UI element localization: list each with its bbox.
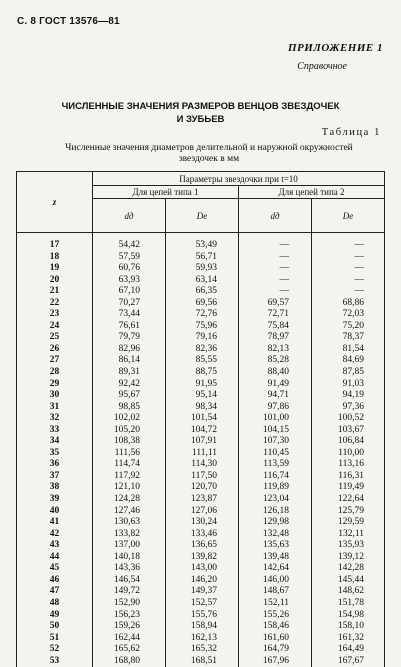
dd-type1-cell: 105,20 <box>93 425 166 437</box>
dd-type1-cell: 57,59 <box>93 252 166 264</box>
de-type1-cell: 139,82 <box>166 552 239 564</box>
de-type1-cell: 104,72 <box>166 425 239 437</box>
de-type1-cell: 75,96 <box>166 321 239 333</box>
dd-type1-cell: 73,44 <box>93 309 166 321</box>
de-type2-cell: 94,19 <box>312 390 385 402</box>
dd-type1-cell: 95,67 <box>93 390 166 402</box>
table-row <box>17 563 385 575</box>
dd-type1-cell: 168,80 <box>93 656 166 667</box>
de-type1-cell: 95,14 <box>166 390 239 402</box>
dd-type2-cell: 91,49 <box>239 379 312 391</box>
z-cell: 38 <box>17 482 93 494</box>
de-type1-cell: 130,24 <box>166 517 239 529</box>
dd-type1-cell: 133,82 <box>93 529 166 541</box>
de-type1-cell: 85,55 <box>166 355 239 367</box>
z-cell: 53 <box>17 656 93 667</box>
de-type1-cell: 152,57 <box>166 598 239 610</box>
de-type2-cell: 75,20 <box>312 321 385 333</box>
de-type1-cell: 98,34 <box>166 402 239 414</box>
dd-type1-cell: 92,42 <box>93 379 166 391</box>
params-header: Параметры звездочки при t=10 <box>93 172 385 186</box>
dd-type2-cell: 164,79 <box>239 644 312 656</box>
table-row <box>17 367 385 379</box>
dd-type2-cell: 82,13 <box>239 344 312 356</box>
table-row <box>17 390 385 402</box>
table-row <box>17 656 385 667</box>
z-cell: 50 <box>17 621 93 633</box>
appendix-subtitle: Справочное <box>297 61 347 72</box>
de-type2-cell: — <box>312 233 385 252</box>
de-type2-cell: 119,49 <box>312 482 385 494</box>
de-type1-cell: 56,71 <box>166 252 239 264</box>
table-row <box>17 436 385 448</box>
dd-type2-cell: 123,04 <box>239 494 312 506</box>
de-type2-cell: 106,84 <box>312 436 385 448</box>
dd-type1-cell: 140,18 <box>93 552 166 564</box>
z-cell: 35 <box>17 448 93 460</box>
de-type2-cell: 135,93 <box>312 540 385 552</box>
dd-type2-cell: — <box>239 263 312 275</box>
de-type2-cell: 151,78 <box>312 598 385 610</box>
z-cell: 22 <box>17 298 93 310</box>
z-cell: 29 <box>17 379 93 391</box>
dd-type2-cell: 78,97 <box>239 332 312 344</box>
dd-type1-cell: 108,38 <box>93 436 166 448</box>
dd-type1-cell: 127,46 <box>93 506 166 518</box>
de-type1-cell: 79,16 <box>166 332 239 344</box>
dd-type2-cell: 104,15 <box>239 425 312 437</box>
z-cell: 25 <box>17 332 93 344</box>
z-cell: 33 <box>17 425 93 437</box>
de-type1-cell: 162,13 <box>166 633 239 645</box>
table-row <box>17 344 385 356</box>
dd-type2-cell: — <box>239 252 312 264</box>
dd-type1-cell: 130,63 <box>93 517 166 529</box>
de-type1-cell: 63,14 <box>166 275 239 287</box>
de-type1-cell: 111,11 <box>166 448 239 460</box>
z-cell: 18 <box>17 252 93 264</box>
dd-type1-cell: 98,85 <box>93 402 166 414</box>
de-type2-cell: 167,67 <box>312 656 385 667</box>
de-type1-cell: 107,91 <box>166 436 239 448</box>
table-row <box>17 298 385 310</box>
z-cell: 20 <box>17 275 93 287</box>
de-type2-cell: 68,86 <box>312 298 385 310</box>
table-row <box>17 621 385 633</box>
table-row <box>17 275 385 287</box>
table-row <box>17 402 385 414</box>
de-type1-cell: 120,70 <box>166 482 239 494</box>
z-cell: 27 <box>17 355 93 367</box>
de-type2-cell: 81,54 <box>312 344 385 356</box>
dd-type2-cell: 119,89 <box>239 482 312 494</box>
chain-type1-header: Для цепей типа 1 <box>93 186 239 199</box>
dd-type2-cell: 97,86 <box>239 402 312 414</box>
z-cell: 17 <box>17 233 93 252</box>
table-label: Таблица 1 <box>322 127 381 138</box>
table-row <box>17 610 385 622</box>
dd-type2-cell: 107,30 <box>239 436 312 448</box>
de-type1-cell: 91,95 <box>166 379 239 391</box>
dd-type1-cell: 149,72 <box>93 586 166 598</box>
dd-type1-cell: 67,10 <box>93 286 166 298</box>
table-row <box>17 633 385 645</box>
dd-type2-cell: 85,28 <box>239 355 312 367</box>
z-cell: 31 <box>17 402 93 414</box>
section-title-line2: И ЗУБЬЕВ <box>0 113 401 126</box>
dd-type2-cell: 113,59 <box>239 459 312 471</box>
de-type1-cell: 133,46 <box>166 529 239 541</box>
table-row <box>17 448 385 460</box>
de-type2-cell: 110,00 <box>312 448 385 460</box>
dd-type1-cell: 89,31 <box>93 367 166 379</box>
table-row <box>17 332 385 344</box>
table-row <box>17 552 385 564</box>
de-type2-cell: 142,28 <box>312 563 385 575</box>
table-row <box>17 286 385 298</box>
dd-type1-cell: 156,23 <box>93 610 166 622</box>
dd-type2-cell: 152,11 <box>239 598 312 610</box>
dd-type2-cell: 161,60 <box>239 633 312 645</box>
de-type2-cell: 78,37 <box>312 332 385 344</box>
dd-type1-cell: 165,62 <box>93 644 166 656</box>
de-type1-cell: 146,20 <box>166 575 239 587</box>
dd-type2-cell: 146,00 <box>239 575 312 587</box>
z-cell: 44 <box>17 552 93 564</box>
de-type2-cell: 87,85 <box>312 367 385 379</box>
de-type2-cell: 154,98 <box>312 610 385 622</box>
table-caption <box>44 143 374 165</box>
dd-type2-cell: 110,45 <box>239 448 312 460</box>
dd-type1-cell: 162,44 <box>93 633 166 645</box>
dd-type2-cell: 158,46 <box>239 621 312 633</box>
z-cell: 48 <box>17 598 93 610</box>
dd-type1-cell: 111,56 <box>93 448 166 460</box>
de-type1-cell: 59,93 <box>166 263 239 275</box>
dd-type2-cell: 75,84 <box>239 321 312 333</box>
table-row <box>17 644 385 656</box>
de-type2-cell: 139,12 <box>312 552 385 564</box>
dd-type2-cell: 155,26 <box>239 610 312 622</box>
de-type2-cell: 125,79 <box>312 506 385 518</box>
de-type2-cell: 91,03 <box>312 379 385 391</box>
de-type2-cell: 84,69 <box>312 355 385 367</box>
z-cell: 36 <box>17 459 93 471</box>
z-cell: 43 <box>17 540 93 552</box>
table-row <box>17 494 385 506</box>
de-type1-cell: 165,32 <box>166 644 239 656</box>
dd-type1-cell: 114,74 <box>93 459 166 471</box>
dd-type1-cell: 82,96 <box>93 344 166 356</box>
dd-type2-cell: 139,48 <box>239 552 312 564</box>
section-title-line1: ЧИСЛЕННЫЕ ЗНАЧЕНИЯ РАЗМЕРОВ ВЕНЦОВ ЗВЕЗДОЧЕК <box>0 100 401 113</box>
de-type1-cell: 136,65 <box>166 540 239 552</box>
table-caption-line2: звездочек в мм <box>44 154 374 165</box>
de-type2-header: De <box>312 199 385 233</box>
z-cell: 45 <box>17 563 93 575</box>
de-type1-cell: 69,56 <box>166 298 239 310</box>
dd-type1-cell: 143,36 <box>93 563 166 575</box>
dd-type2-cell: 88,40 <box>239 367 312 379</box>
dd-type1-cell: 137,00 <box>93 540 166 552</box>
dd-type1-cell: 86,14 <box>93 355 166 367</box>
z-cell: 24 <box>17 321 93 333</box>
z-column-header: z <box>17 172 93 233</box>
table-row <box>17 482 385 494</box>
z-cell: 42 <box>17 529 93 541</box>
z-cell: 23 <box>17 309 93 321</box>
dd-type2-cell: 132,48 <box>239 529 312 541</box>
de-type2-cell: — <box>312 286 385 298</box>
dd-type2-cell: 135,63 <box>239 540 312 552</box>
dd-type1-cell: 121,10 <box>93 482 166 494</box>
dd-type2-header: dд <box>239 199 312 233</box>
dd-type1-cell: 76,61 <box>93 321 166 333</box>
dd-type2-cell: 126,18 <box>239 506 312 518</box>
dd-type2-cell: 116,74 <box>239 471 312 483</box>
de-type2-cell: — <box>312 252 385 264</box>
section-title <box>0 100 401 126</box>
page-reference: С. 8 ГОСТ 13576—81 <box>17 16 120 27</box>
de-type1-cell: 155,76 <box>166 610 239 622</box>
dd-type2-cell: 167,96 <box>239 656 312 667</box>
table-row <box>17 459 385 471</box>
dd-type1-cell: 152,90 <box>93 598 166 610</box>
de-type2-cell: 113,16 <box>312 459 385 471</box>
de-type1-cell: 143,00 <box>166 563 239 575</box>
z-cell: 51 <box>17 633 93 645</box>
dd-type2-cell: 129,98 <box>239 517 312 529</box>
de-type2-cell: 122,64 <box>312 494 385 506</box>
table-caption-line1: Численные значения диаметров делительной и наружной окружностей <box>44 143 374 154</box>
de-type1-cell: 117,50 <box>166 471 239 483</box>
dd-type2-cell: 101,00 <box>239 413 312 425</box>
de-type1-cell: 158,94 <box>166 621 239 633</box>
table-row <box>17 379 385 391</box>
dd-type2-cell: — <box>239 233 312 252</box>
z-cell: 34 <box>17 436 93 448</box>
table-row <box>17 413 385 425</box>
dd-type1-cell: 60,76 <box>93 263 166 275</box>
de-type1-cell: 66,35 <box>166 286 239 298</box>
z-cell: 41 <box>17 517 93 529</box>
z-cell: 30 <box>17 390 93 402</box>
de-type1-header: De <box>166 199 239 233</box>
z-cell: 39 <box>17 494 93 506</box>
diameters-table <box>16 171 385 667</box>
z-cell: 52 <box>17 644 93 656</box>
table-row <box>17 252 385 264</box>
de-type2-cell: 145,44 <box>312 575 385 587</box>
de-type2-cell: — <box>312 263 385 275</box>
table-row <box>17 355 385 367</box>
table-row <box>17 471 385 483</box>
z-cell: 37 <box>17 471 93 483</box>
de-type2-cell: 103,67 <box>312 425 385 437</box>
de-type1-cell: 101,54 <box>166 413 239 425</box>
de-type1-cell: 149,37 <box>166 586 239 598</box>
de-type1-cell: 127,06 <box>166 506 239 518</box>
de-type2-cell: 97,36 <box>312 402 385 414</box>
appendix-title: ПРИЛОЖЕНИЕ 1 <box>288 42 383 54</box>
table-row <box>17 598 385 610</box>
table-row <box>17 425 385 437</box>
table-row <box>17 309 385 321</box>
table-row <box>17 575 385 587</box>
chain-type2-header: Для цепей типа 2 <box>239 186 385 199</box>
table-row <box>17 540 385 552</box>
table-row <box>17 233 385 252</box>
table-row <box>17 321 385 333</box>
dd-type2-cell: 72,71 <box>239 309 312 321</box>
de-type2-cell: 129,59 <box>312 517 385 529</box>
de-type1-cell: 123,87 <box>166 494 239 506</box>
dd-type2-cell: — <box>239 286 312 298</box>
de-type1-cell: 53,49 <box>166 233 239 252</box>
dd-type1-cell: 117,92 <box>93 471 166 483</box>
dd-type1-cell: 54,42 <box>93 233 166 252</box>
z-cell: 21 <box>17 286 93 298</box>
z-cell: 28 <box>17 367 93 379</box>
dd-type2-cell: 94,71 <box>239 390 312 402</box>
z-cell: 40 <box>17 506 93 518</box>
dd-type1-cell: 124,28 <box>93 494 166 506</box>
de-type2-cell: 132,11 <box>312 529 385 541</box>
dd-type1-cell: 146,54 <box>93 575 166 587</box>
z-cell: 49 <box>17 610 93 622</box>
dd-type1-cell: 159,26 <box>93 621 166 633</box>
de-type1-cell: 82,36 <box>166 344 239 356</box>
dd-type2-cell: 69,57 <box>239 298 312 310</box>
de-type2-cell: 116,31 <box>312 471 385 483</box>
table-row <box>17 506 385 518</box>
dd-type2-cell: 142,64 <box>239 563 312 575</box>
table-body <box>17 233 385 667</box>
z-cell: 26 <box>17 344 93 356</box>
de-type1-cell: 88,75 <box>166 367 239 379</box>
de-type2-cell: 100,52 <box>312 413 385 425</box>
z-cell: 46 <box>17 575 93 587</box>
table-row <box>17 586 385 598</box>
dd-type1-cell: 79,79 <box>93 332 166 344</box>
de-type1-cell: 168,51 <box>166 656 239 667</box>
dd-type2-cell: 148,67 <box>239 586 312 598</box>
de-type1-cell: 72,76 <box>166 309 239 321</box>
z-cell: 32 <box>17 413 93 425</box>
de-type2-cell: 148,62 <box>312 586 385 598</box>
dd-type1-cell: 102,02 <box>93 413 166 425</box>
table-row <box>17 263 385 275</box>
table-row <box>17 517 385 529</box>
dd-type1-cell: 70,27 <box>93 298 166 310</box>
de-type2-cell: — <box>312 275 385 287</box>
table-row <box>17 529 385 541</box>
dd-type2-cell: — <box>239 275 312 287</box>
dd-type1-header: dд <box>93 199 166 233</box>
de-type2-cell: 161,32 <box>312 633 385 645</box>
de-type2-cell: 72,03 <box>312 309 385 321</box>
z-cell: 19 <box>17 263 93 275</box>
z-cell: 47 <box>17 586 93 598</box>
de-type2-cell: 164,49 <box>312 644 385 656</box>
dd-type1-cell: 63,93 <box>93 275 166 287</box>
de-type1-cell: 114,30 <box>166 459 239 471</box>
de-type2-cell: 158,10 <box>312 621 385 633</box>
